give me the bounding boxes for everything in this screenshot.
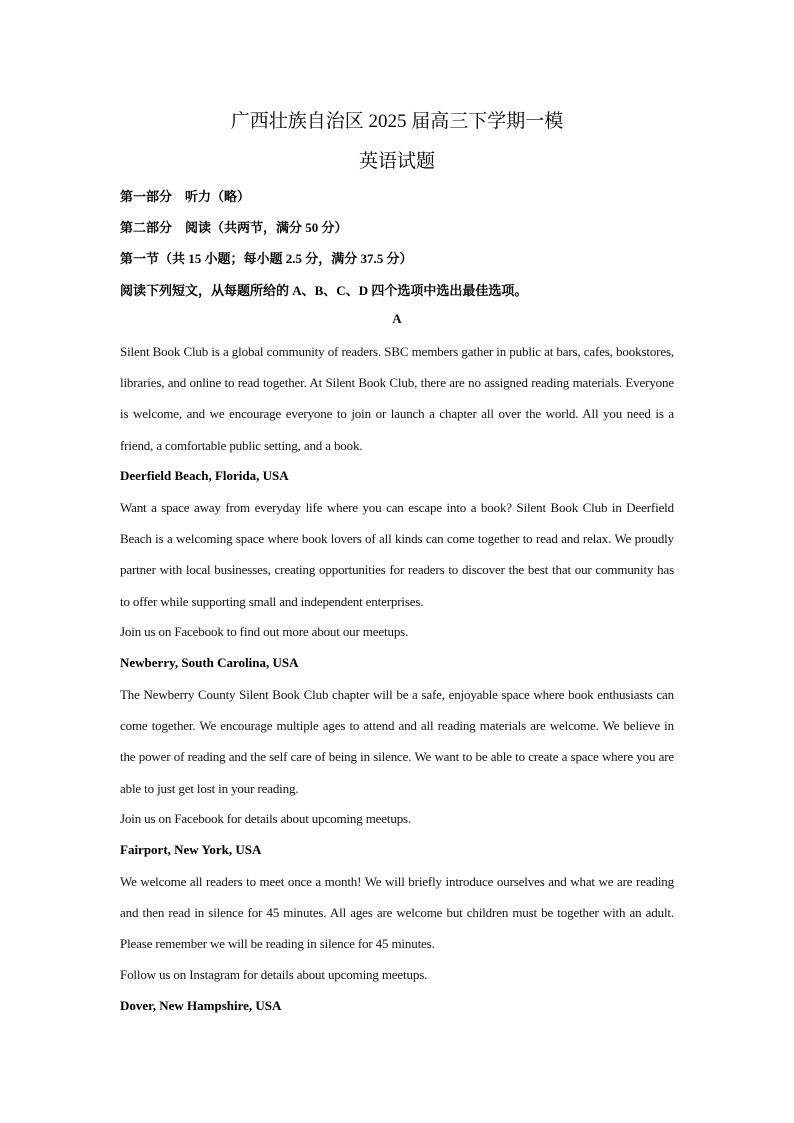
- reading-instruction: 阅读下列短文，从每题所给的 A、B、C、D 四个选项中选出最佳选项。: [120, 283, 528, 298]
- club-location-2: Newberry, South Carolina, USA: [120, 655, 299, 670]
- document-title: 广西壮族自治区 2025 届高三下学期一模: [230, 111, 564, 132]
- part1-heading: 第一部分 听力（略）: [120, 189, 251, 204]
- club-location-4: Dover, New Hampshire, USA: [120, 998, 282, 1013]
- club-description-1: Want a space away from everyday life where you can escape into a book? Silent Book Club in Deerfield Beach is a welcoming space where book lovers of all kinds can come together to read and relax. We proudly partner with local businesses, creating opportunities for readers to discover the best that our community has to offer while supporting small and independent enterprises.: [120, 500, 674, 609]
- club-follow-1: Join us on Facebook to find out more about our meetups.: [120, 624, 409, 639]
- club-location-3: Fairport, New York, USA: [120, 842, 262, 857]
- club-follow-3: Follow us on Instagram for details about upcoming meetups.: [120, 967, 428, 982]
- club-location-1: Deerfield Beach, Florida, USA: [120, 468, 289, 483]
- club-follow-2: Join us on Facebook for details about upcoming meetups.: [120, 811, 412, 826]
- intro-paragraph: Silent Book Club is a global community of readers. SBC members gather in public at bars, cafes, bookstores, libraries, and online to read together. At Silent Book Club, there are no assigned reading materials. Everyone is welcome, and we encourage everyone to join or launch a chapter all over the world. All you need is a friend, a comfortable public setting, and a book.: [120, 344, 674, 453]
- document-subtitle: 英语试题: [358, 151, 435, 172]
- part2-heading: 第二部分 阅读（共两节，满分 50 分）: [120, 220, 348, 235]
- section1-heading: 第一节（共 15 小题；每小题 2.5 分，满分 37.5 分）: [120, 251, 413, 266]
- passage-letter: A: [392, 311, 402, 326]
- club-description-2: The Newberry County Silent Book Club chapter will be a safe, enjoyable space where book enthusiasts can come together. We encourage multiple ages to attend and all reading materials are welcome. We believe in the power of reading and the self care of being in silence. We want to be able to create a space where you are able to just get lost in your reading.: [120, 687, 674, 796]
- club-description-3: We welcome all readers to meet once a month! We will briefly introduce ourselves and what we are reading and then read in silence for 45 minutes. All ages are welcome but children must be together with an adult. Please remember we will be reading in silence for 45 minutes.: [120, 874, 674, 952]
